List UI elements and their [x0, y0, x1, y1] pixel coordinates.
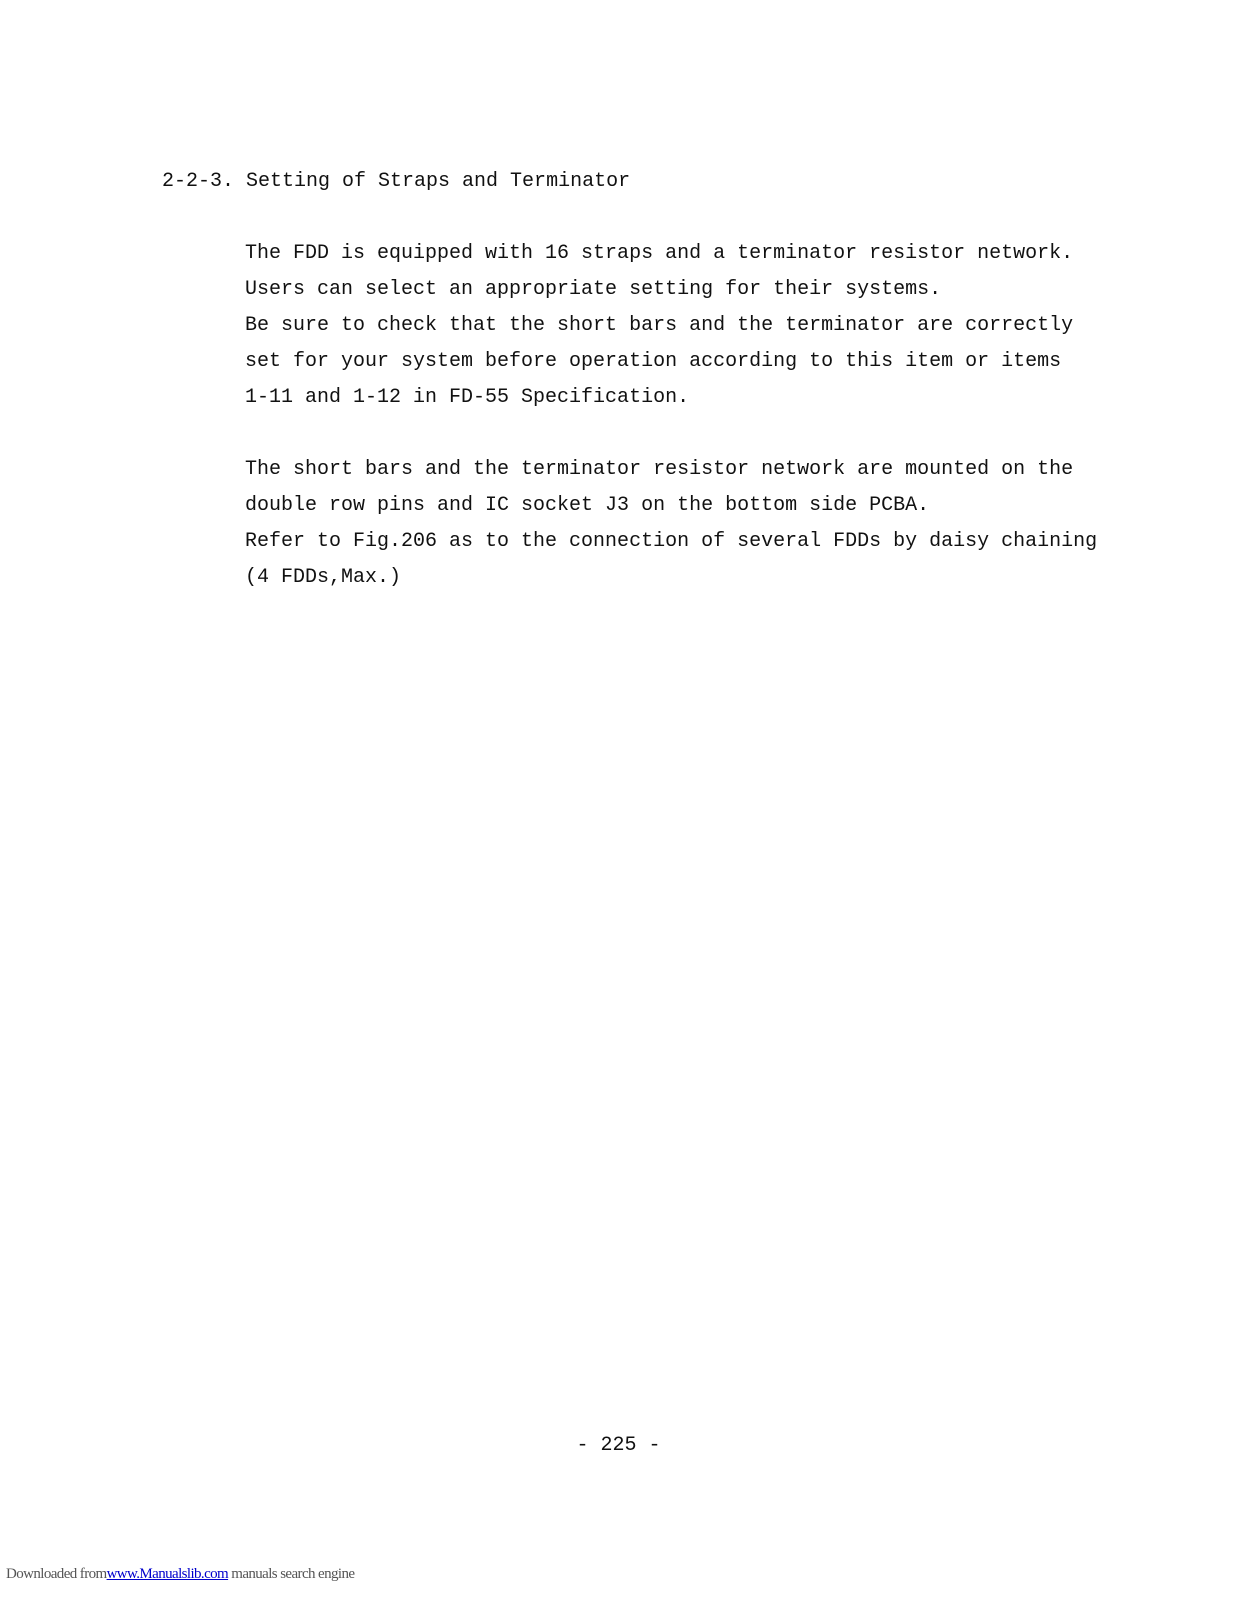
page-number: - 225 -: [576, 1434, 661, 1457]
paragraph-line: set for your system before operation according to this item or items: [245, 350, 1062, 373]
paragraph-line: 1-11 and 1-12 in FD-55 Specification.: [245, 386, 690, 409]
footer-suffix: manuals search engine: [228, 1566, 355, 1582]
section-heading: 2-2-3. Setting of Straps and Terminator: [162, 170, 631, 193]
footer-prefix: Downloaded from: [6, 1566, 107, 1582]
paragraph-straps-terminator: [245, 236, 1125, 416]
paragraph-line: double row pins and IC socket J3 on the bottom side PCBA.: [245, 494, 930, 517]
paragraph-mounting: [245, 452, 1125, 596]
paragraph-line: (4 FDDs,Max.): [245, 566, 402, 589]
paragraph-line: Users can select an appropriate setting for their systems.: [245, 278, 942, 301]
paragraph-line: Refer to Fig.206 as to the connection of several FDDs by daisy chaining: [245, 530, 1098, 553]
paragraph-line: The FDD is equipped with 16 straps and a terminator resistor network.: [245, 242, 1074, 265]
paragraph-line: The short bars and the terminator resistor network are mounted on the: [245, 458, 1074, 481]
download-footer: [6, 1566, 354, 1583]
paragraph-line: Be sure to check that the short bars and the terminator are correctly: [245, 314, 1074, 337]
manualslib-link[interactable]: www.Manualslib.com: [106, 1566, 229, 1582]
